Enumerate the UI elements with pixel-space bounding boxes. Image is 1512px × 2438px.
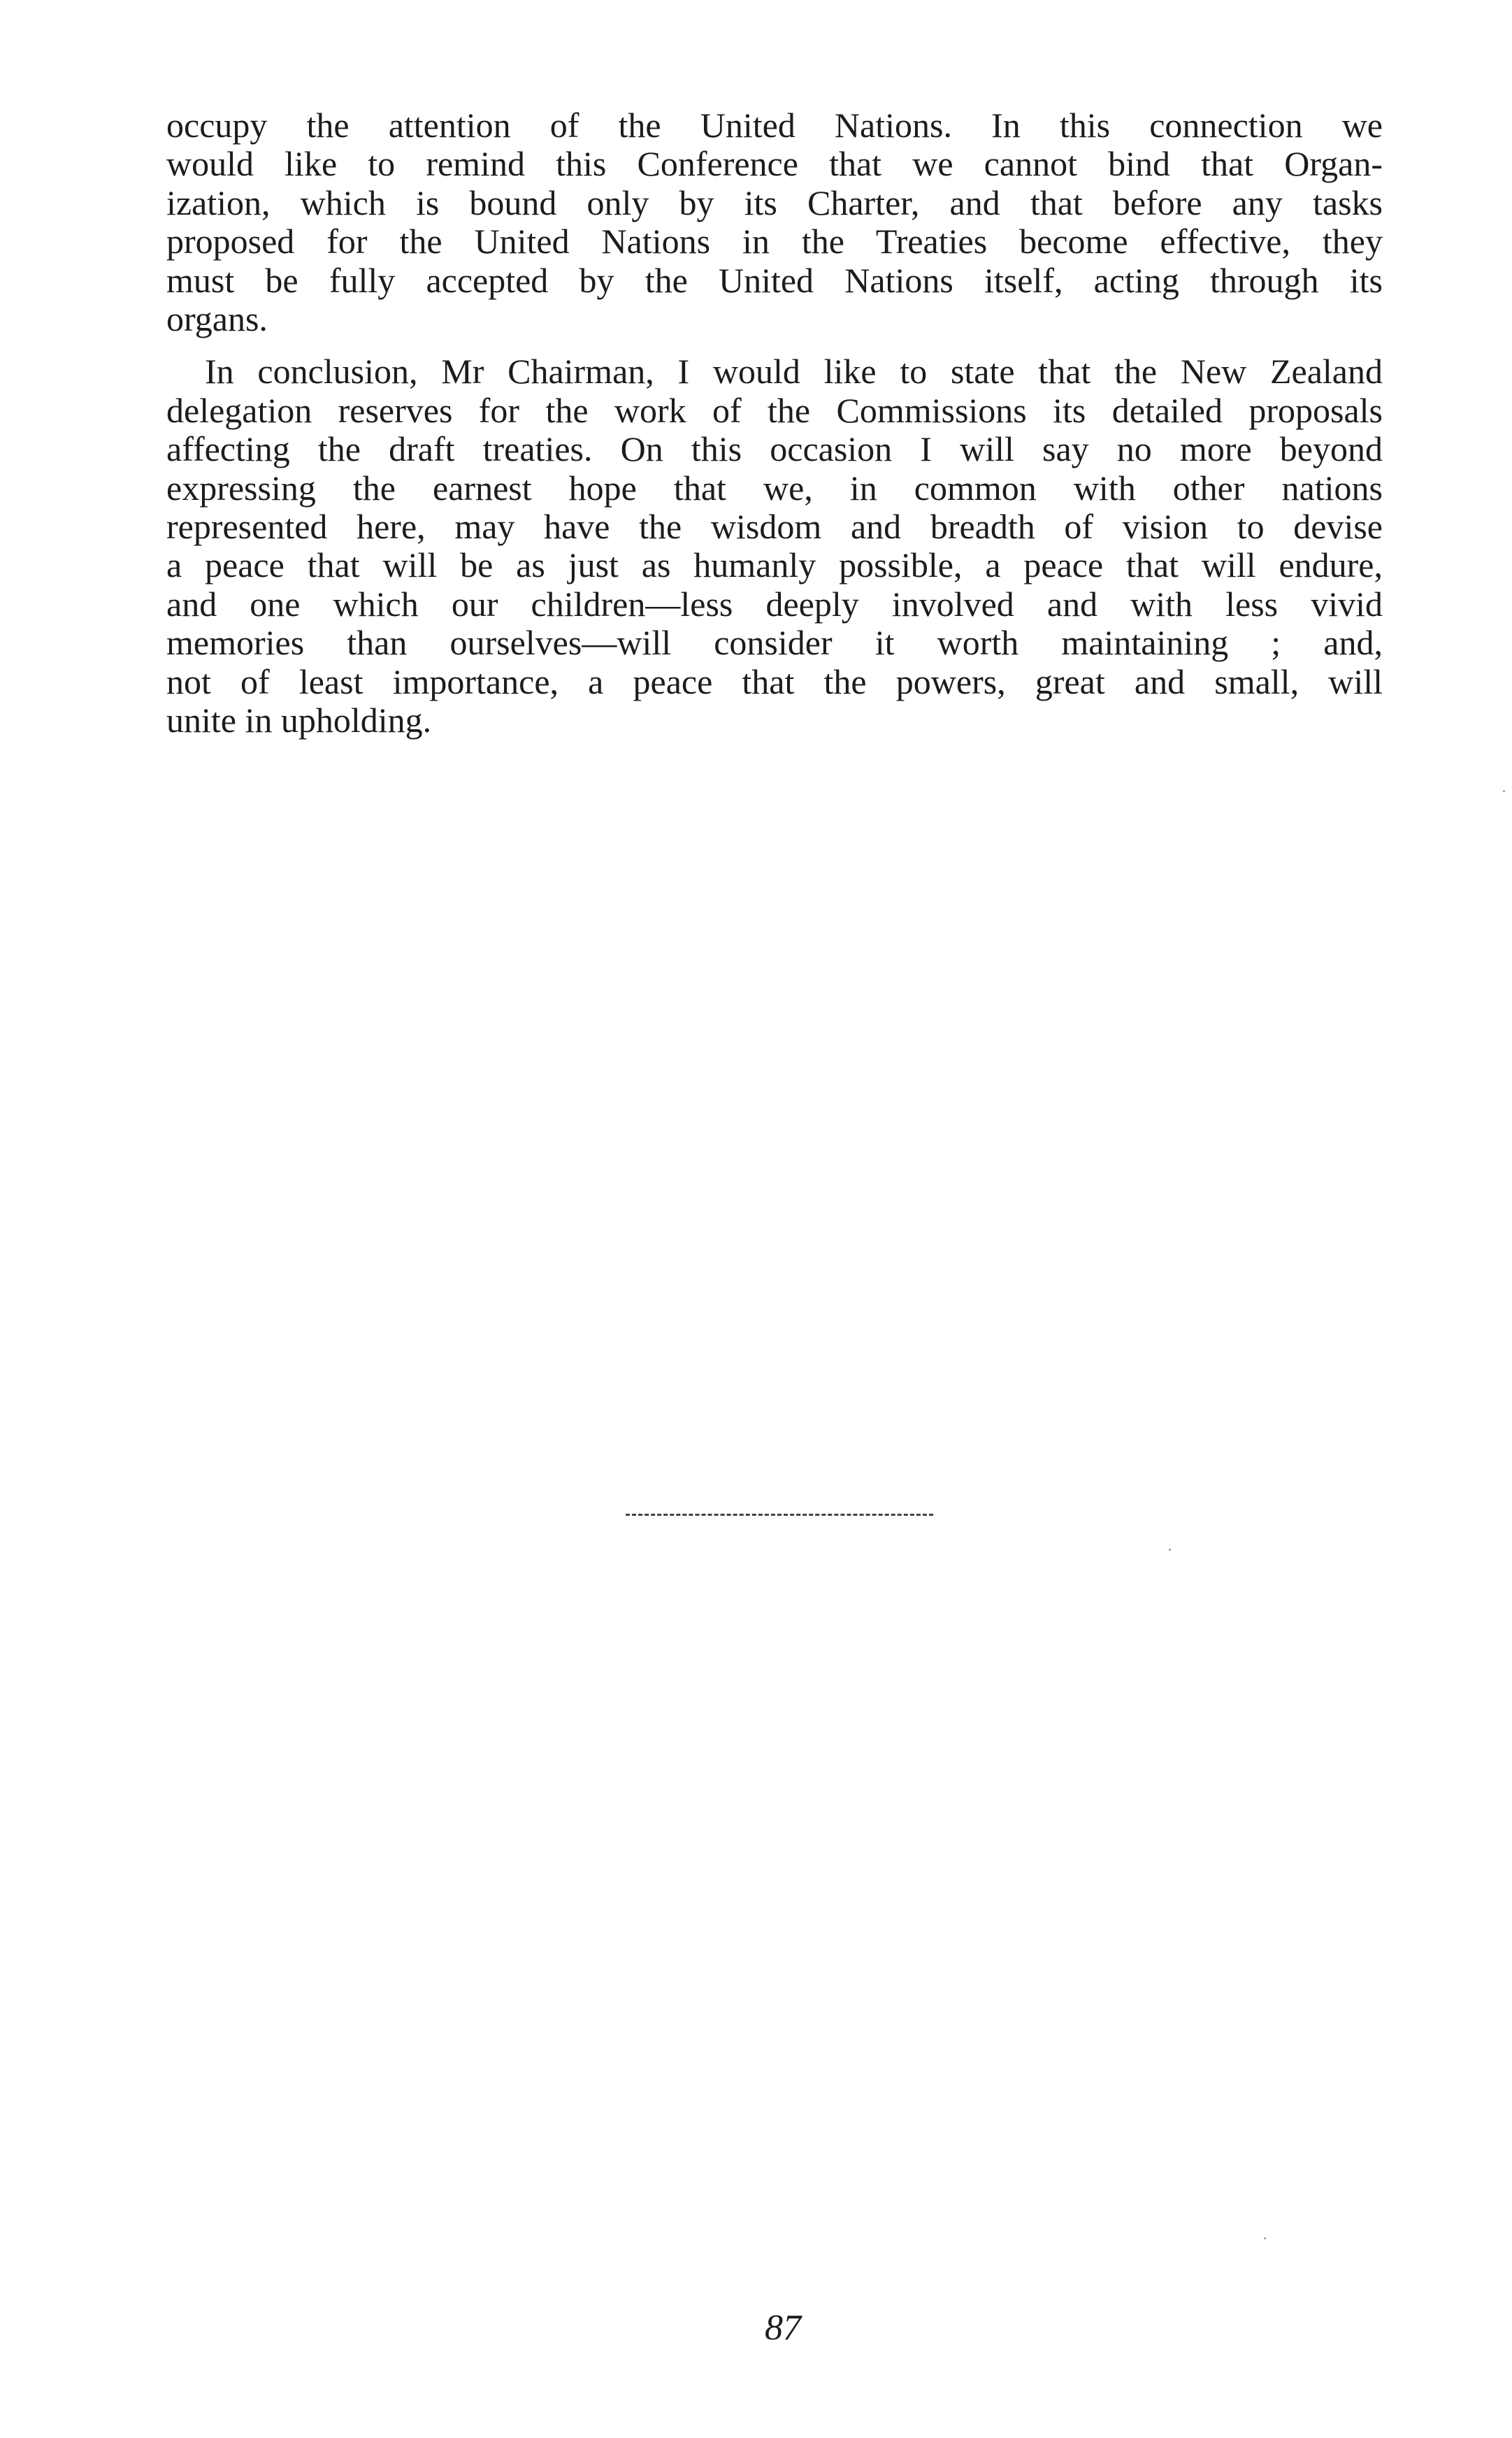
text-line: ization, which is bound only by its Charter, and that before any tasks (166, 182, 1383, 222)
paper-speck (1169, 1549, 1171, 1551)
text-line: proposed for the United Nations in the Treaties become effective, they (166, 222, 1383, 261)
text-line: would like to remind this Conference that we cannot bind that Organ- (166, 144, 1383, 184)
text-line: memories than ourselves—will consider it worth maintaining ; and, (166, 623, 1383, 663)
paper-speck (1264, 2237, 1266, 2239)
text-line: unite in upholding. (166, 701, 432, 740)
text-line: represented here, may have the wisdom and breadth of vision to devise (166, 507, 1383, 547)
text-line: expressing the earnest hope that we, in common with other nations (166, 468, 1383, 508)
body-text (166, 106, 1383, 740)
text-line: In conclusion, Mr Chairman, I would like to state that the New Zealand (205, 352, 1383, 392)
text-line: affecting the draft treaties. On this occasion I will say no more beyond (166, 429, 1383, 469)
text-line: organs. (166, 299, 268, 339)
paper-speck (1503, 790, 1505, 792)
paragraph-continuation (166, 106, 1383, 338)
text-line: not of least importance, a peace that the powers, great and small, will (166, 661, 1383, 701)
text-line: a peace that will be as just as humanly possible, a peace that will endure, (166, 545, 1383, 585)
text-line: and one which our children—less deeply involved and with less vivid (166, 584, 1383, 624)
text-line: delegation reserves for the work of the Commissions its detailed proposals (166, 390, 1383, 430)
section-separator-rule (626, 1514, 933, 1516)
text-line: must be fully accepted by the United Nations itself, acting through its (166, 260, 1383, 300)
page-number: 87 (765, 2308, 801, 2348)
paragraph-conclusion (166, 352, 1383, 740)
text-line: occupy the attention of the United Nations. In this connection we (166, 106, 1383, 145)
